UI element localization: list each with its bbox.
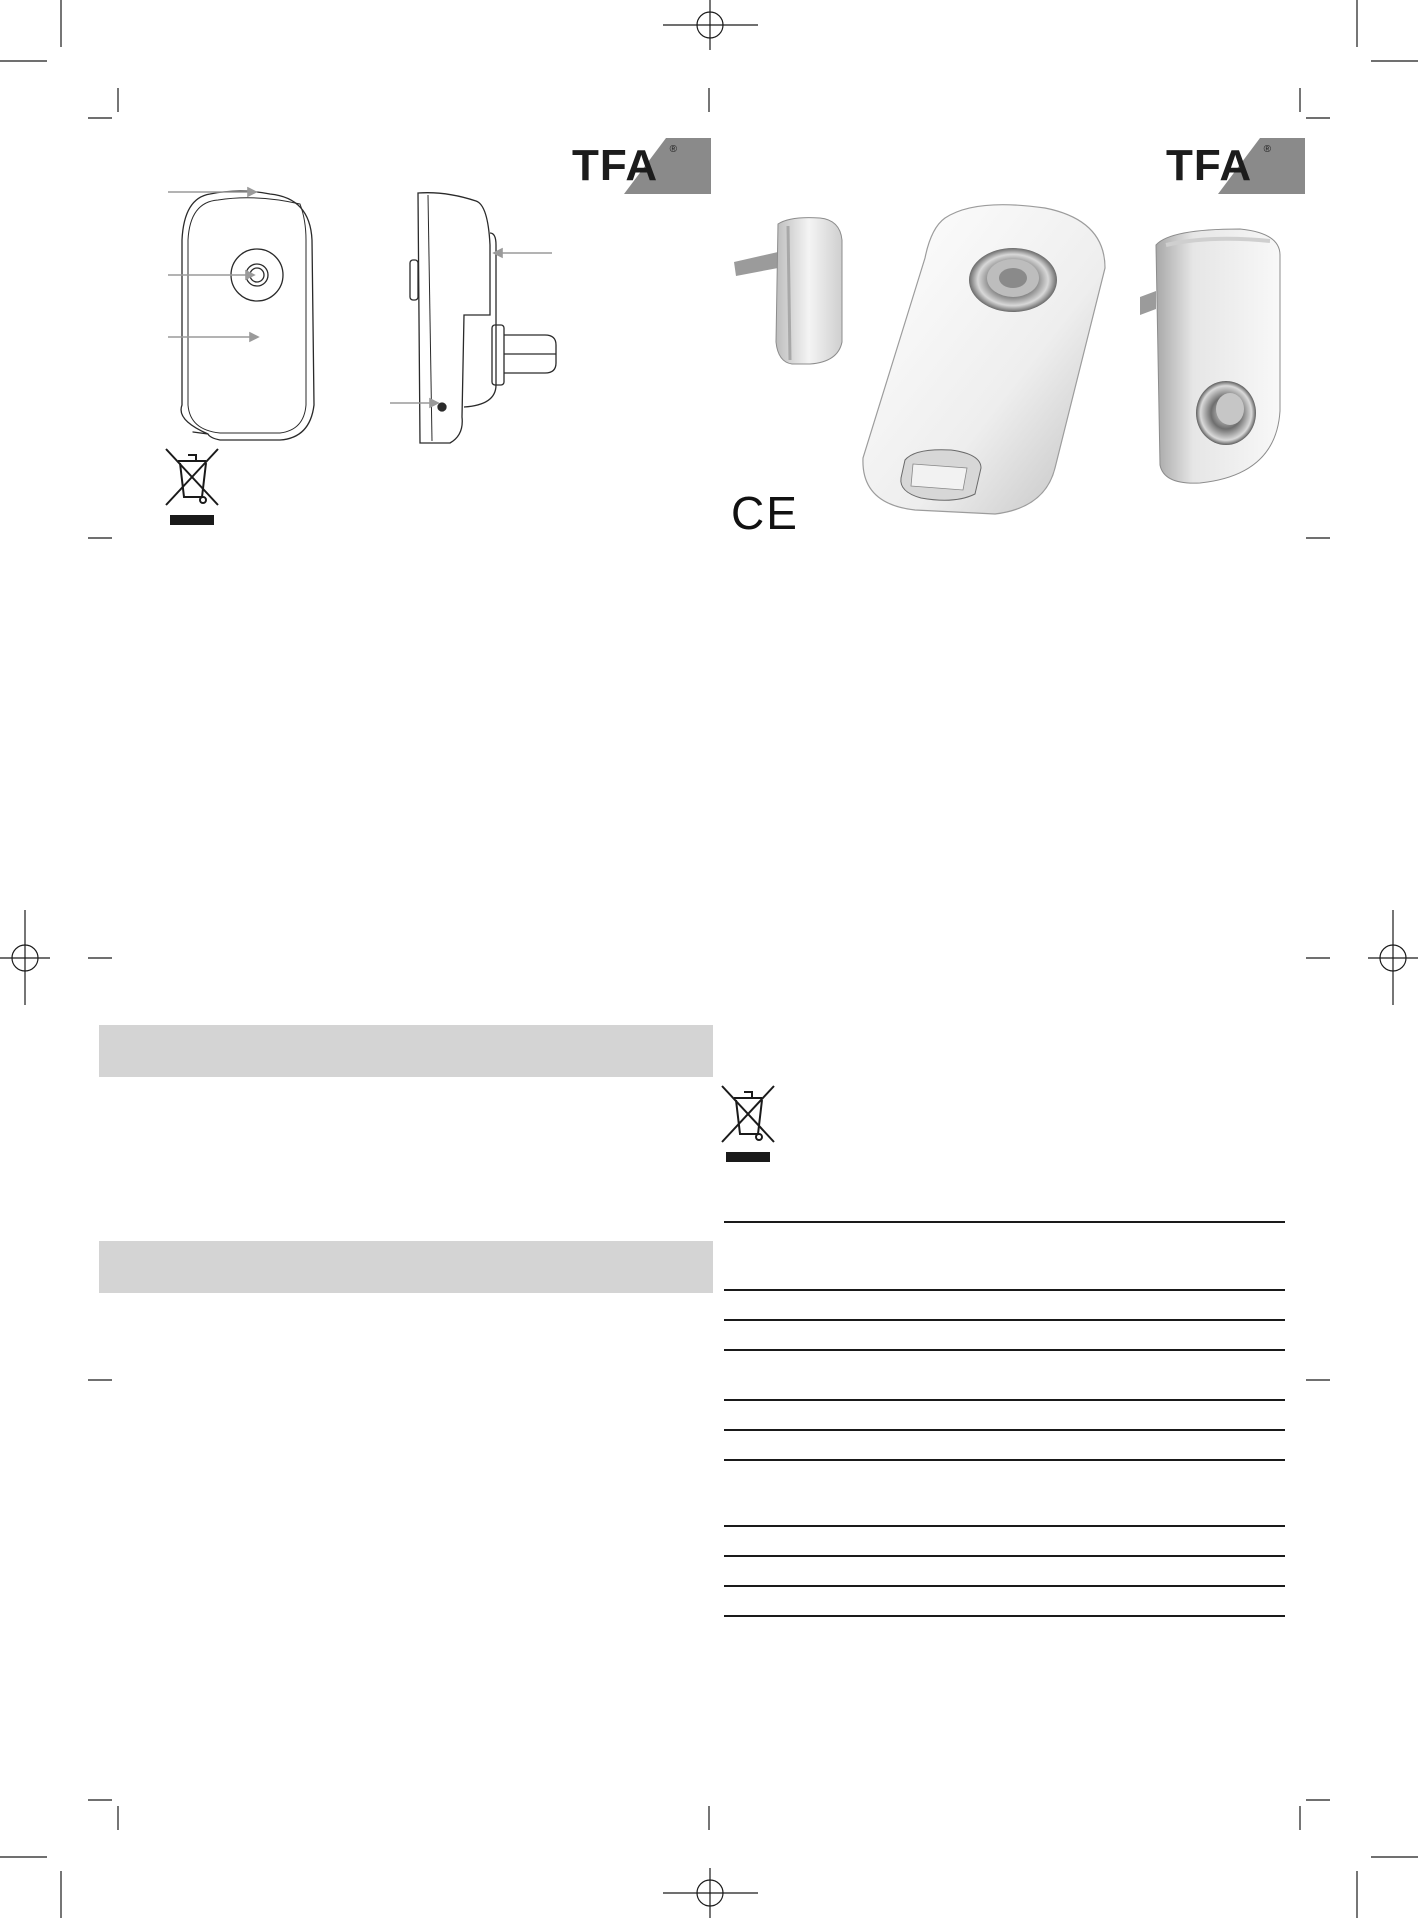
spec-table-rule [724, 1615, 1285, 1617]
spec-table-rule [724, 1349, 1285, 1351]
spec-table-rule [724, 1289, 1285, 1291]
registration-target-bottom [663, 1868, 758, 1918]
product-photo-small-side [730, 210, 850, 370]
device-side-drawing [380, 185, 570, 445]
spec-table-rule [724, 1221, 1285, 1223]
product-photo-front-large [855, 198, 1115, 518]
spec-table-rule [724, 1525, 1285, 1527]
section-band-1 [99, 1025, 713, 1077]
spec-table-rule [724, 1585, 1285, 1587]
spec-table-rule [724, 1459, 1285, 1461]
registration-target-top [663, 0, 758, 50]
product-photo-angled [1130, 225, 1290, 487]
spec-table-rule [724, 1429, 1285, 1431]
crossed-out-wheelie-bin-icon [164, 445, 220, 527]
spec-table-rule [724, 1555, 1285, 1557]
spec-table-rule [724, 1399, 1285, 1401]
ce-mark: CE [731, 487, 799, 539]
spec-table-rule [724, 1319, 1285, 1321]
section-band-2 [99, 1241, 713, 1293]
tfa-logo-left: TFA ® [566, 138, 711, 194]
leader-arrows-front [160, 180, 280, 360]
crossed-out-wheelie-bin-icon [720, 1082, 776, 1164]
tfa-logo-right: TFA ® [1160, 138, 1305, 194]
